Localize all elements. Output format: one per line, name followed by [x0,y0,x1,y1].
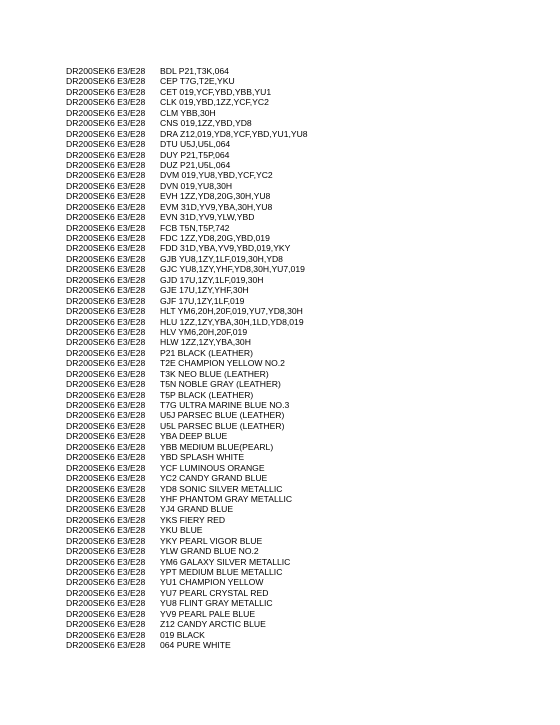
color-description: YD8 SONIC SILVER METALLIC [160,483,283,494]
model-code: DR200SEK6 E3/E28 [66,483,146,494]
model-code: DR200SEK6 E3/E28 [66,368,146,379]
model-code: DR200SEK6 E3/E28 [66,66,146,76]
model-code: DR200SEK6 E3/E28 [66,233,146,243]
list-item [66,588,536,598]
model-code: DR200SEK6 E3/E28 [66,306,146,317]
list-item [66,421,536,431]
color-description: T3K NEO BLUE (LEATHER) [160,368,269,379]
list-item [66,76,536,86]
list-item [66,285,536,295]
list-item [66,494,536,504]
color-description: 064 PURE WHITE [160,640,231,651]
color-description: T5P BLACK (LEATHER) [160,389,254,400]
color-description: YLW GRAND BLUE NO.2 [160,546,259,557]
color-description: 019 BLACK [160,629,205,640]
model-code: DR200SEK6 E3/E28 [66,212,146,223]
list-item [66,536,536,546]
list-item [66,108,536,118]
list-item [66,557,536,567]
list-item [66,473,536,483]
color-description: DRA Z12,019,YD8,YCF,YBD,YU1,YU8 [160,128,308,139]
list-item [66,129,536,139]
color-description: CLK 019,YBD,1ZZ,YCF,YC2 [160,97,269,108]
color-description: YM6 GALAXY SILVER METALLIC [160,556,291,567]
model-code: DR200SEK6 E3/E28 [66,379,146,390]
list-item [66,191,536,201]
list-item [66,306,536,316]
model-code: DR200SEK6 E3/E28 [66,264,146,275]
color-description: YKS FIERY RED [160,514,226,525]
color-description: T5N NOBLE GRAY (LEATHER) [160,379,281,390]
model-code: DR200SEK6 E3/E28 [66,274,146,285]
color-description: HLT YM6,20H,20F,019,YU7,YD8,30H [160,306,303,317]
model-code: DR200SEK6 E3/E28 [66,410,146,421]
list-item [66,87,536,97]
model-code: DR200SEK6 E3/E28 [66,76,146,87]
list-item [66,254,536,264]
color-description: YU8 FLINT GRAY METALLIC [160,598,273,609]
color-description: FDD 31D,YBA,YV9,YBD,019,YKY [160,243,291,254]
color-description: FDC 1ZZ,YD8,20G,YBD,019 [160,233,270,243]
model-code: DR200SEK6 E3/E28 [66,253,146,264]
list-item [66,202,536,212]
color-description: T2E CHAMPION YELLOW NO.2 [160,358,285,369]
model-code: DR200SEK6 E3/E28 [66,222,146,233]
color-description: HLU 1ZZ,1ZY,YBA,30H,1LD,YD8,019 [160,316,304,327]
color-description: GJB YU8,1ZY,1LF,019,30H,YD8 [160,253,283,264]
list-item [66,170,536,180]
list-item [66,452,536,462]
model-code: DR200SEK6 E3/E28 [66,316,146,327]
list-item [66,358,536,368]
model-code: DR200SEK6 E3/E28 [66,170,146,181]
color-description: CEP T7G,T2E,YKU [160,76,235,87]
list-item [66,379,536,389]
color-description: DUY P21,T5P,064 [160,149,230,160]
model-code: DR200SEK6 E3/E28 [66,431,146,442]
list-item [66,567,536,577]
model-code: DR200SEK6 E3/E28 [66,191,146,202]
list-item [66,139,536,149]
color-description: DVM 019,YU8,YBD,YCF,YC2 [160,170,273,181]
model-code: DR200SEK6 E3/E28 [66,139,146,150]
color-description: EVH 1ZZ,YD8,20G,30H,YU8 [160,191,271,202]
model-code: DR200SEK6 E3/E28 [66,452,146,463]
model-code: DR200SEK6 E3/E28 [66,598,146,609]
color-description: YHF PHANTOM GRAY METALLIC [160,493,293,504]
model-code: DR200SEK6 E3/E28 [66,347,146,358]
model-code: DR200SEK6 E3/E28 [66,243,146,254]
color-description: GJC YU8,1ZY,YHF,YD8,30H,YU7,019 [160,264,305,275]
list-item [66,546,536,556]
model-code: DR200SEK6 E3/E28 [66,441,146,452]
model-code: DR200SEK6 E3/E28 [66,567,146,577]
list-item [66,525,536,535]
model-code: DR200SEK6 E3/E28 [66,389,146,400]
model-code: DR200SEK6 E3/E28 [66,420,146,431]
model-code: DR200SEK6 E3/E28 [66,473,146,484]
list-item [66,369,536,379]
model-code: DR200SEK6 E3/E28 [66,107,146,118]
color-description: CNS 019,1ZZ,YBD,YD8 [160,118,252,129]
list-item [66,400,536,410]
list-item [66,337,536,347]
list-item [66,223,536,233]
model-code: DR200SEK6 E3/E28 [66,295,146,306]
list-item [66,609,536,619]
list-item [66,243,536,253]
model-code: DR200SEK6 E3/E28 [66,546,146,557]
color-description: YU7 PEARL CRYSTAL RED [160,587,269,598]
list-item [66,598,536,608]
list-item [66,463,536,473]
list-item [66,97,536,107]
color-description: U5J PARSEC BLUE (LEATHER) [160,410,285,421]
list-item [66,619,536,629]
color-description: YCF LUMINOUS ORANGE [160,462,265,473]
model-code: DR200SEK6 E3/E28 [66,337,146,348]
model-code: DR200SEK6 E3/E28 [66,149,146,160]
model-code: DR200SEK6 E3/E28 [66,462,146,473]
list-item [66,442,536,452]
list-item [66,275,536,285]
color-description: P21 BLACK (LEATHER) [160,347,253,358]
model-code: DR200SEK6 E3/E28 [66,358,146,369]
model-code: DR200SEK6 E3/E28 [66,86,146,97]
model-code: DR200SEK6 E3/E28 [66,493,146,504]
model-code: DR200SEK6 E3/E28 [66,201,146,212]
model-code: DR200SEK6 E3/E28 [66,118,146,129]
color-description: YKU BLUE [160,525,203,536]
model-code: DR200SEK6 E3/E28 [66,285,146,296]
color-description: Z12 CANDY ARCTIC BLUE [160,619,266,630]
color-description: YPT MEDIUM BLUE METALLIC [160,567,283,577]
list-item [66,390,536,400]
color-description: GJE 17U,1ZY,YHF,30H [160,285,249,296]
color-description: DTU U5J,U5L,064 [160,139,231,150]
color-description: GJF 17U,1ZY,1LF,019 [160,295,245,306]
color-description: YV9 PEARL PALE BLUE [160,608,256,619]
list-item [66,431,536,441]
list-body [66,66,536,651]
list-item [66,233,536,243]
model-code: DR200SEK6 E3/E28 [66,587,146,598]
model-code: DR200SEK6 E3/E28 [66,619,146,630]
list-item [66,640,536,650]
model-code: DR200SEK6 E3/E28 [66,577,146,588]
model-code: DR200SEK6 E3/E28 [66,400,146,410]
list-item [66,515,536,525]
color-description: YU1 CHAMPION YELLOW [160,577,264,588]
model-code: DR200SEK6 E3/E28 [66,128,146,139]
color-description: FCB T5N,T5P,742 [160,222,230,233]
list-item [66,348,536,358]
model-code: DR200SEK6 E3/E28 [66,326,146,337]
model-code: DR200SEK6 E3/E28 [66,180,146,191]
model-code: DR200SEK6 E3/E28 [66,608,146,619]
color-description: YBD SPLASH WHITE [160,452,245,463]
color-description: YC2 CANDY GRAND BLUE [160,473,268,484]
list-item [66,118,536,128]
list-item [66,410,536,420]
model-code: DR200SEK6 E3/E28 [66,535,146,546]
model-code: DR200SEK6 E3/E28 [66,629,146,640]
color-description: YBA DEEP BLUE [160,431,228,442]
model-code: DR200SEK6 E3/E28 [66,97,146,108]
list-item [66,264,536,274]
list-item [66,327,536,337]
list-item [66,66,536,76]
list-item [66,296,536,306]
list-item [66,577,536,587]
color-description: YBB MEDIUM BLUE(PEARL) [160,441,274,452]
color-description: HLW 1ZZ,1ZY,YBA,30H [160,337,251,348]
list-item [66,484,536,494]
color-description: HLV YM6,20H,20F,019 [160,326,248,337]
color-description: GJD 17U,1ZY,1LF,019,30H [160,274,264,285]
list-item [66,150,536,160]
model-code: DR200SEK6 E3/E28 [66,556,146,567]
model-code: DR200SEK6 E3/E28 [66,514,146,525]
color-description: DVN 019,YU8,30H [160,180,233,191]
color-description: T7G ULTRA MARINE BLUE NO.3 [160,400,290,410]
list-item [66,212,536,222]
model-code: DR200SEK6 E3/E28 [66,525,146,536]
model-code: DR200SEK6 E3/E28 [66,504,146,515]
color-description: EVM 31D,YV9,YBA,30H,YU8 [160,201,273,212]
color-code-list [66,66,536,651]
color-description: YKY PEARL VIGOR BLUE [160,535,263,546]
color-description: CET 019,YCF,YBD,YBB,YU1 [160,86,272,97]
color-description: BDL P21,T3K,064 [160,66,229,76]
color-description: DUZ P21,U5L,064 [160,159,231,170]
list-item [66,504,536,514]
list-item [66,181,536,191]
list-item [66,160,536,170]
list-item [66,630,536,640]
list-item [66,317,536,327]
color-description: U5L PARSEC BLUE (LEATHER) [160,420,285,431]
color-description: EVN 31D,YV9,YLW,YBD [160,212,255,223]
model-code: DR200SEK6 E3/E28 [66,640,146,651]
model-code: DR200SEK6 E3/E28 [66,159,146,170]
color-description: YJ4 GRAND BLUE [160,504,234,515]
color-description: CLM YBB,30H [160,107,216,118]
